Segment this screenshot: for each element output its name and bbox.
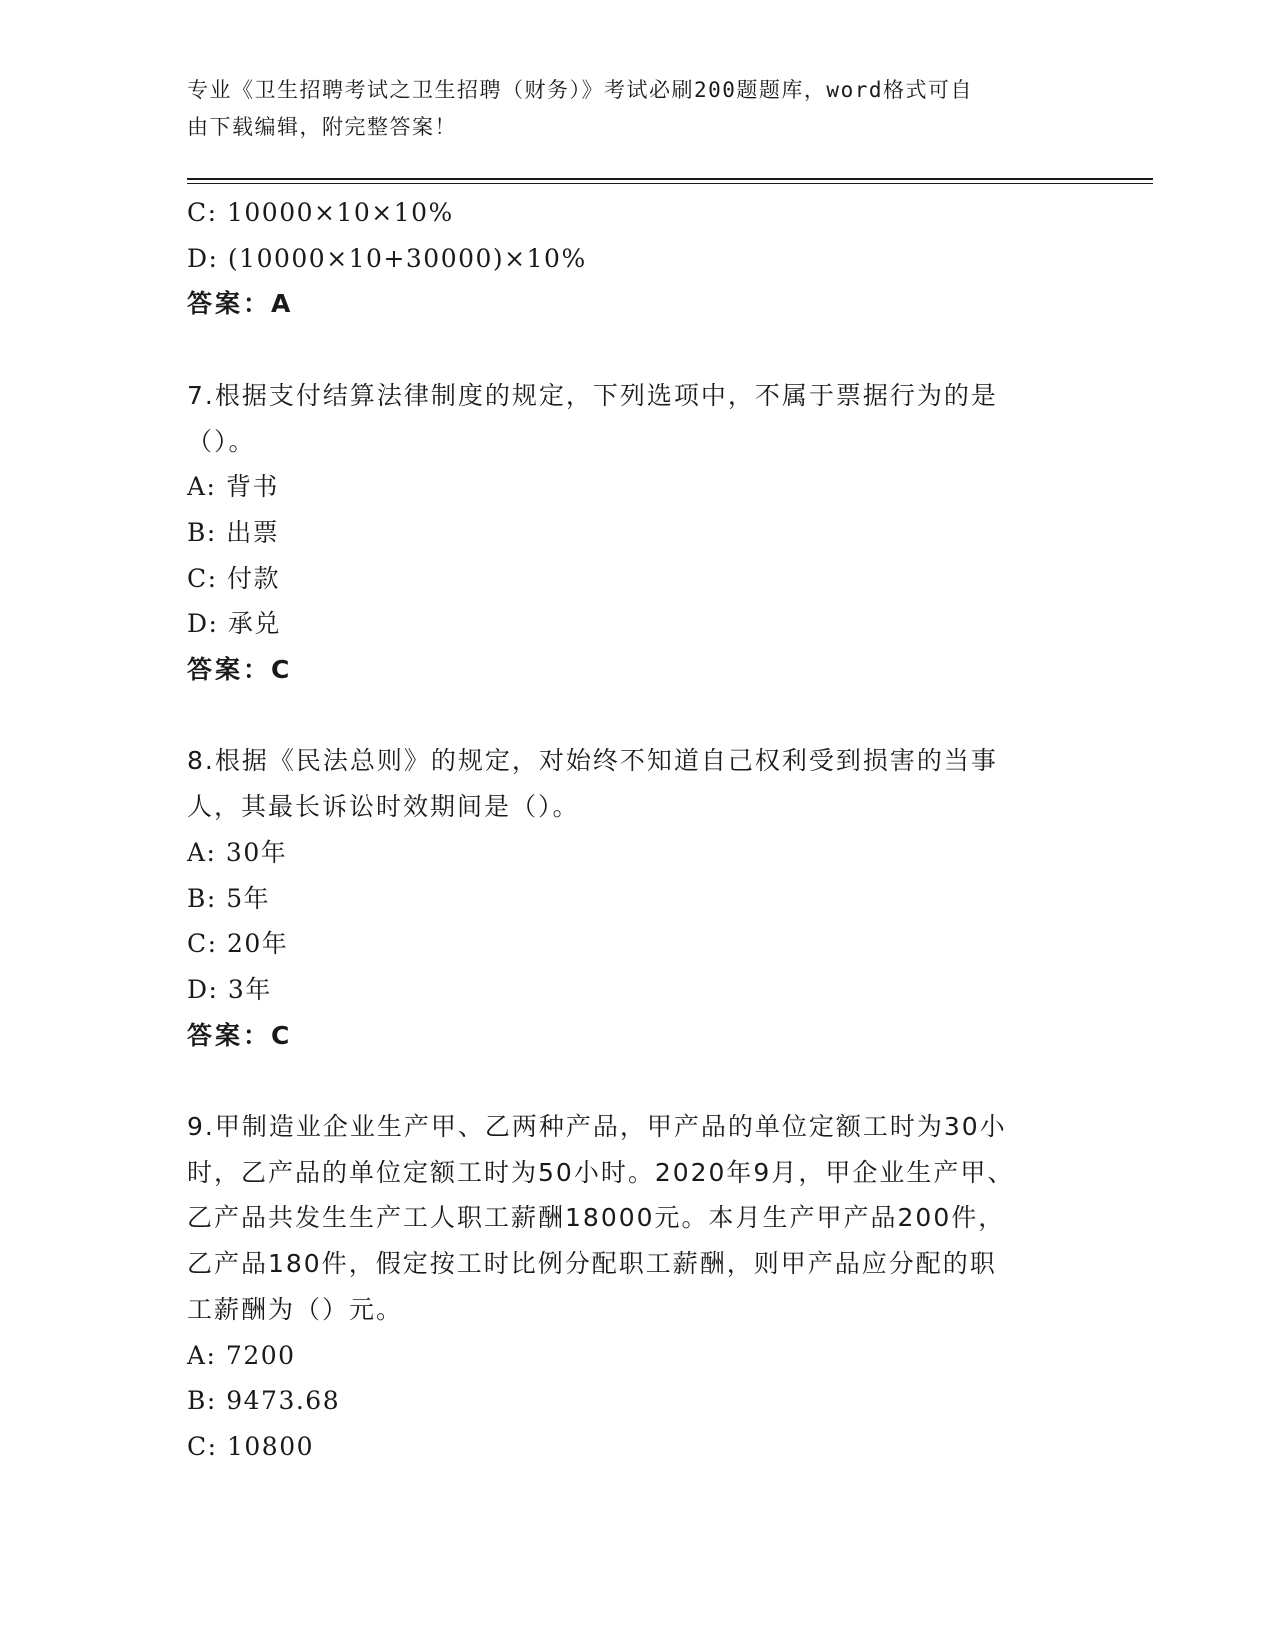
question-content [187, 190, 1067, 1470]
question-text-line: 人，其最长诉讼时效期间是（）。 [187, 792, 580, 822]
question-text-line: 时，乙产品的单位定额工时为50小时。2020年9月，甲企业生产甲、 [187, 1157, 1015, 1187]
header-line-1: 专业《卫生招聘考试之卫生招聘（财务）》考试必刷200题题库，word格式可自 [187, 78, 973, 102]
question-9 [187, 1104, 1067, 1470]
option-d: D: (10000×10+30000)×10% [187, 243, 587, 273]
question-7 [187, 373, 1067, 693]
question-text-line: 9.甲制造业企业生产甲、乙两种产品，甲产品的单位定额工时为30小 [187, 1112, 1007, 1142]
spacer [187, 327, 1067, 373]
question-text-line: 乙产品共发生生产工人职工薪酬18000元。本月生产甲产品200件， [187, 1203, 1006, 1233]
question-text-line: 8.根据《民法总则》的规定，对始终不知道自己权利受到损害的当事 [187, 746, 998, 776]
answer-label: 答案：C [187, 655, 293, 685]
question-text-line: 7.根据支付结算法律制度的规定，下列选项中，不属于票据行为的是 [187, 380, 998, 410]
spacer [187, 1058, 1067, 1104]
header-divider-thin [187, 183, 1153, 184]
question-text-line: 工薪酬为（）元。 [187, 1294, 404, 1324]
option-b: B: 5年 [187, 883, 271, 913]
spacer [187, 693, 1067, 739]
option-a: A: 7200 [187, 1340, 296, 1370]
option-a: A: 30年 [187, 837, 288, 867]
header-line-2: 由下载编辑，附完整答案！ [187, 115, 457, 139]
option-d: D: 3年 [187, 974, 272, 1004]
header-divider-thick [187, 178, 1153, 180]
answer-label: 答案：A [187, 289, 294, 319]
option-c: C: 20年 [187, 929, 289, 959]
option-c: C: 10800 [187, 1431, 315, 1461]
option-b: B: 9473.68 [187, 1386, 341, 1416]
document-header [187, 72, 1067, 146]
answer-label: 答案：C [187, 1020, 293, 1050]
option-c: C: 10000×10×10% [187, 198, 454, 227]
question-text-line: 乙产品180件，假定按工时比例分配职工薪酬，则甲产品应分配的职 [187, 1249, 997, 1279]
previous-question [187, 190, 1067, 327]
question-text-line: （）。 [187, 426, 256, 456]
question-8 [187, 738, 1067, 1058]
option-a: A: 背书 [187, 472, 279, 502]
option-c: C: 付款 [187, 563, 280, 593]
option-b: B: 出票 [187, 517, 280, 547]
option-d: D: 承兑 [187, 609, 281, 639]
